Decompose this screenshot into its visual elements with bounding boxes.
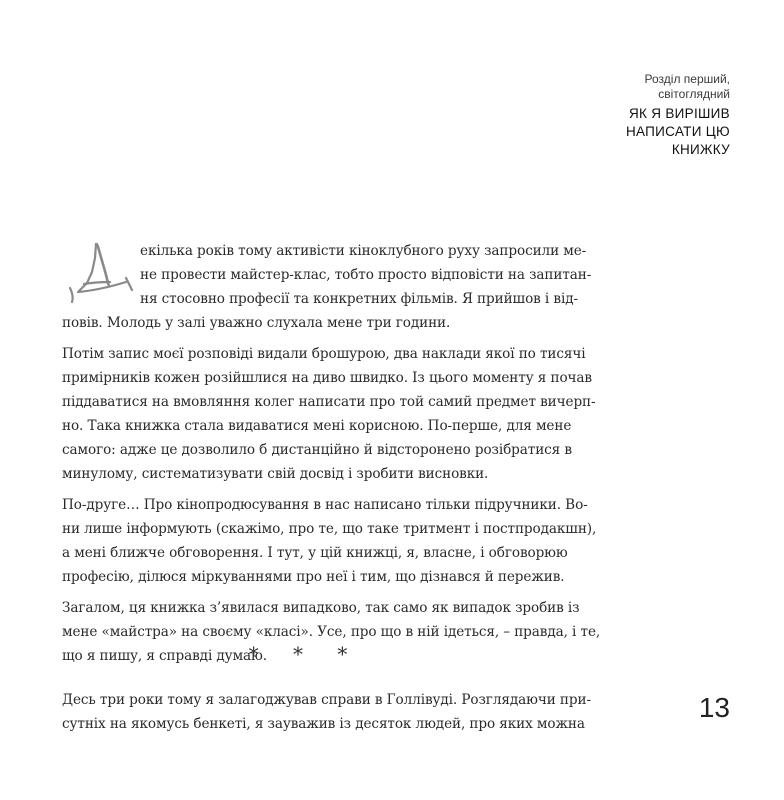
body-line: По-друге… Про кінопродюсування в нас написано тільки підручники. Во- xyxy=(62,497,588,513)
chapter-title: ЯК Я ВИРІШИВ НАПИСАТИ ЦЮ КНИЖКУ xyxy=(625,106,730,157)
body-line: Загалом, ця книжка з’явилася випадково, так само як випадок зробив із xyxy=(62,600,580,616)
body-line: мене «майстра» на своєму «класі». Усе, про що в ній ідеться, – правда, і те, xyxy=(62,624,601,640)
body-line: примірників кожен розійшлися на диво швидко. Із цього моменту я почав xyxy=(62,370,592,386)
body-line: минулому, систематизувати свій досвід і зробити висновки. xyxy=(62,466,489,482)
section-label: Розділ перший, xyxy=(644,72,730,86)
body-line: ня стосовно професії та конкретних фільмів. Я прийшов і від- xyxy=(140,291,578,307)
drop-cap-glyph xyxy=(60,238,144,304)
body-line: повів. Молодь у залі уважно слухала мене три години. xyxy=(62,315,451,331)
body-line: піддаватися на вмовляння колег написати про той самий предмет вичерп- xyxy=(62,394,596,410)
body-line: Потім запис моєї розповіді видали брошурою, два наклади якої по тисячі xyxy=(62,346,586,362)
drop-cap xyxy=(60,238,144,304)
body-line: професію, ділюся міркуваннями про неї і тим, що дізнався й пережив. xyxy=(62,569,565,585)
chapter-header xyxy=(626,72,730,159)
body-line: що я пишу, я справді думаю. xyxy=(62,648,268,664)
body-line: самого: адже це дозволило б дистанційно й відсторонено розібратися в xyxy=(62,442,572,458)
body-line: екілька років тому активісти кіноклубного руху запросили ме- xyxy=(140,243,587,259)
body-line: но. Така книжка стала видаватися мені корисною. По-перше, для мене xyxy=(62,418,572,434)
body-line: сутніх на якомусь бенкеті, я зауважив із десяток людей, про яких можна xyxy=(62,716,585,732)
body-line: ни лише інформують (скажімо, про те, що таке тритмент і постпродакшн), xyxy=(62,521,597,537)
body-line: не провести майстер-клас, тобто просто відповісти на запитан- xyxy=(140,267,592,283)
body-line: Десь три роки тому я залагоджував справи в Голлівуді. Розглядаючи при- xyxy=(62,692,591,708)
page-number: 13 xyxy=(698,692,730,723)
body-line: а мені ближче обговорення. І тут, у цій книжці, я, власне, і обговорюю xyxy=(62,545,568,561)
section-sublabel: світоглядний xyxy=(658,87,730,101)
drop-cap-letter: Д xyxy=(60,238,61,239)
section-divider: * * * xyxy=(248,642,362,666)
